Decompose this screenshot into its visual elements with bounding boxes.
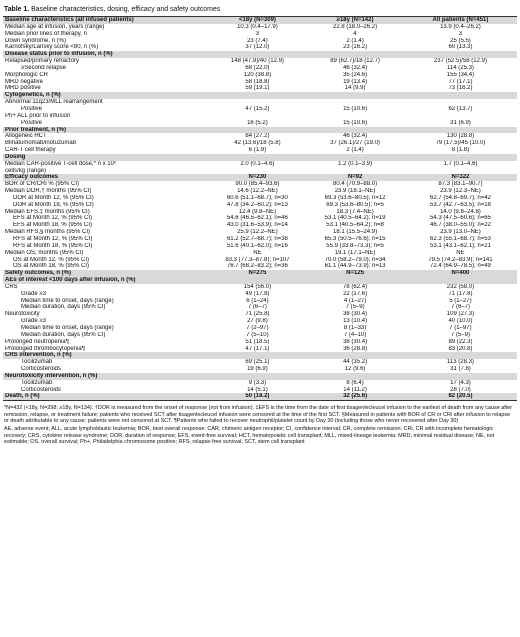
- value-cell: N=322: [404, 174, 517, 181]
- row-label-cell: Morphologic CR: [5, 71, 49, 78]
- table-row: [3, 140, 517, 147]
- row-label-cell: ≥Second relapse: [21, 64, 66, 71]
- table-row: [3, 215, 517, 222]
- row-label-cell: Karnofsky/Lansky score <80, n (%): [5, 44, 99, 51]
- value-cell: [209, 352, 307, 359]
- table-row: [3, 222, 517, 229]
- table-row: [3, 257, 517, 264]
- value-cell: 7 (1–97): [449, 324, 472, 331]
- value-cell: 13.9 (0.4–26.2): [440, 23, 481, 30]
- table-row: [3, 147, 517, 154]
- value-cell: [404, 113, 517, 120]
- value-cell: 155 (34.4): [446, 71, 475, 78]
- value-cell: 79.5 (74.2–83.9); n=141: [428, 256, 493, 263]
- value-cell: 89 (62.7)/18 (12.7): [330, 58, 380, 65]
- value-cell: 12 (9.6): [344, 366, 366, 373]
- value-cell: 113 (28.3): [447, 359, 474, 366]
- value-cell: 27 (9.8): [247, 318, 268, 325]
- table-row: [3, 106, 517, 113]
- row-label-cell: DOR at Month 18, % (95% CI): [13, 201, 94, 208]
- table-row: [3, 120, 517, 127]
- value-cell: [404, 92, 517, 99]
- row-label-cell: Efficacy outcomes: [3, 174, 209, 181]
- value-cell: 7 (5–9): [450, 331, 470, 338]
- value-cell: 83.3 (77.3–87.8); n=107: [225, 256, 290, 263]
- table-row: [3, 209, 517, 216]
- value-cell: 60 (13.3): [448, 44, 473, 51]
- value-cell: 5 (1–27): [449, 297, 472, 304]
- table-row: [3, 44, 517, 51]
- value-cell: 46 (32.4): [343, 64, 368, 71]
- value-cell: 14 (11.2): [343, 386, 367, 393]
- value-cell: [404, 127, 517, 134]
- row-label-cell: RFS at Month 18, % (95% CI): [13, 242, 93, 249]
- value-cell: N=400: [404, 270, 517, 277]
- value-cell: 90.0 (85.4–93.6): [235, 181, 280, 188]
- value-cell: N=92: [306, 174, 404, 181]
- table-row: [3, 195, 517, 202]
- row-label-cell: Positive: [21, 119, 43, 126]
- row-label-cell: Grade ≥3: [21, 290, 46, 297]
- value-cell: 70.0 (58.2–79.0); n=34: [324, 256, 386, 263]
- outcomes-table: [3, 16, 517, 401]
- row-label-cell: Blinatumomab/inotuzumab: [5, 140, 77, 147]
- value-cell: 31 (7.8): [450, 366, 471, 373]
- value-cell: 7 (6–7): [247, 304, 267, 311]
- value-cell: [209, 51, 307, 58]
- table-row: [3, 250, 517, 257]
- value-cell: 15 (10.6): [343, 105, 368, 112]
- value-cell: 79 (17.5)/45 (10.0): [435, 140, 486, 147]
- value-cell: 23 (16.2): [343, 44, 368, 51]
- footnote-definitions: *N=432 (<18y, N=298; ≥18y, N=134). †DOR is measured from the onset of response (not from infusion). ‡EFS is the time from the date of first tisagenlecleucel infusion to the earliest of death from any cause after remission, relapse, or treatment failure; patients who received SCT after tisagenlecleucel infusion were censored at the time of the first SCT. §Measured in patients with BOR of CR or CRi after infusion to relapse or death attributable to any cause; patients were not censored at SCT. ¶Patients who failed to recover neutrophil/platelet count by Day 30 (including those who never recovered after Day 30): [4, 405, 513, 424]
- row-label-cell: CRS: [5, 283, 18, 290]
- table-row: [3, 133, 517, 140]
- row-label-cell: Median duration, days (95% CI): [21, 331, 106, 338]
- value-cell: 14.0 (9.8–24.8): [440, 208, 481, 215]
- value-cell: 22.8 (18.0–26.2): [333, 23, 378, 30]
- value-cell: 2 (1.4): [346, 37, 364, 44]
- row-label-cell: Tocilizumab: [21, 359, 53, 366]
- value-cell: 61.1 (44.9–73.9); n=13: [324, 263, 386, 270]
- row-label-cell: Death, n (%): [3, 393, 209, 400]
- footnote-abbreviations: AE, adverse event; ALL, acute lymphoblastic leukemia; BOR, best overall response; CAR, chimeric antigen receptor; CI, confidence interval; CR, complete remission; CRi, CR with incomplete hematologic recovery; CRS, cytokine release syndrome; DOR, duration of response; EFS, event-free survival; HCT, hematopoietic cell transplant; MLL, mixed-lineage leukemia; MRD, minimal residual disease; NE, not estimable; OS, overall survival; Ph+, Philadelphia chromosome positive; RFS, relapse-free survival; SCT, stem cell transplant: [4, 426, 495, 445]
- table-row: [3, 72, 517, 79]
- section-header-row: [3, 270, 517, 277]
- section-header-row: [3, 154, 517, 161]
- row-label-cell: Dosing: [3, 154, 209, 161]
- value-cell: 18.3 (7.4–NE): [336, 208, 374, 215]
- table-row: [3, 380, 517, 387]
- value-cell: 40 (10.0): [448, 318, 473, 325]
- table-row: [3, 311, 517, 318]
- value-cell: [306, 168, 404, 175]
- value-cell: [404, 99, 517, 106]
- table-row: [3, 236, 517, 243]
- value-cell: 38 (30.4): [343, 338, 368, 345]
- table-row: [3, 359, 517, 366]
- value-cell: 1.7 (0.1–4.6): [443, 160, 478, 167]
- value-cell: [404, 352, 517, 359]
- row-label-cell: OS at Month 12, % (95% CI): [13, 256, 90, 263]
- row-label-cell: CAR-T cell therapy: [5, 147, 56, 154]
- value-cell: 15 (10.6): [343, 119, 368, 126]
- value-cell: 61.2 (52.7–68.7); n=38: [226, 236, 288, 242]
- value-cell: 18.1 (15.5–24.9): [333, 229, 378, 236]
- table-row: [3, 263, 517, 270]
- value-cell: 13 (10.4): [343, 318, 368, 325]
- table-row: [3, 99, 517, 106]
- value-cell: 53.1 (40.5–64.2); n=19: [324, 215, 386, 222]
- value-cell: [306, 373, 404, 380]
- value-cell: [306, 352, 404, 359]
- row-label-cell: Median RFS,§ months (95% CI): [5, 229, 91, 236]
- value-cell: 69.3 (53.6–80.5); n=12: [324, 194, 386, 201]
- value-cell: 12.4 (9.8–NE): [238, 208, 277, 215]
- table-row: [3, 31, 517, 38]
- value-cell: 3: [255, 30, 260, 37]
- value-cell: 76.7 (68.2–83.2); n=36: [226, 263, 288, 270]
- section-header-row: [3, 277, 517, 284]
- row-label-cell: RFS at Month 12, % (95% CI): [13, 236, 93, 242]
- table-row: [3, 325, 517, 332]
- row-label-cell: Ph+ ALL prior to infusion: [5, 112, 71, 119]
- value-cell: 28 (7.0): [450, 386, 471, 393]
- value-cell: 120 (38.8): [243, 71, 272, 78]
- row-label-cell: Baseline characteristics (all infused patients): [3, 17, 209, 24]
- value-cell: 58 (18.8): [245, 78, 270, 85]
- value-cell: 53.1 (43.1–62.1); n=21: [430, 242, 491, 249]
- section-header-row: [3, 92, 517, 99]
- table-row: [3, 161, 517, 168]
- value-cell: [209, 99, 307, 106]
- value-cell: All patients (N=451): [404, 17, 517, 24]
- row-label-cell: Tocilizumab: [21, 379, 53, 386]
- value-cell: [306, 99, 404, 106]
- value-cell: 42 (13.6)/18 (5.8): [234, 140, 281, 147]
- value-cell: 83 (20.8): [448, 345, 473, 352]
- row-label-cell: Prolonged thrombocytopenia¶: [5, 345, 85, 352]
- section-header-row: [3, 17, 517, 24]
- table-row: [3, 339, 517, 346]
- value-cell: [306, 154, 404, 161]
- table-row: [3, 243, 517, 250]
- value-cell: 6 (1.9): [248, 147, 267, 154]
- value-cell: [404, 154, 517, 161]
- row-label-cell: Median OS, months (95% CI): [5, 249, 84, 256]
- row-label-cell: Disease status prior to infusion, n (%): [3, 51, 209, 58]
- table-title-label: Table 1.: [4, 6, 30, 13]
- row-label-cell: Grade ≥3: [21, 318, 46, 325]
- value-cell: 84 (27.2): [245, 133, 270, 140]
- row-label-cell: Neurotoxicity intervention, n (%): [3, 373, 209, 380]
- table-row: [3, 332, 517, 339]
- value-cell: 7 (5–9): [345, 304, 365, 311]
- value-cell: 77 (17.1): [448, 78, 473, 85]
- section-header-row: [3, 127, 517, 134]
- value-cell: 60.6 (51.1–68.7); n=30: [226, 194, 288, 201]
- row-label-cell: EFS at Month 12, % (95% CI): [13, 215, 93, 222]
- table-row: [3, 168, 517, 175]
- value-cell: [306, 127, 404, 134]
- value-cell: 2 (1.4): [346, 147, 364, 154]
- value-cell: [209, 154, 307, 161]
- table-row: [3, 291, 517, 298]
- row-label-cell: OS at Month 18, % (95% CI): [13, 263, 90, 270]
- row-label-cell: Median CAR-positive T-cell dose,* n x 10⁶: [5, 160, 117, 167]
- value-cell: 130 (28.8): [446, 133, 475, 140]
- value-cell: 53.7 (42.7–63.5); n=18: [430, 201, 491, 208]
- value-cell: 8 (1.8): [451, 147, 470, 154]
- value-cell: N=275: [209, 270, 307, 277]
- value-cell: 114 (25.3): [447, 64, 474, 71]
- value-cell: [209, 127, 307, 134]
- value-cell: N=230: [209, 174, 307, 181]
- table-row: [3, 318, 517, 325]
- value-cell: [404, 277, 517, 284]
- value-cell: 55.9 (33.8–73.3); n=5: [326, 242, 384, 249]
- row-label-cell: MRD negative: [5, 78, 44, 85]
- value-cell: 50 (18.2): [209, 393, 307, 400]
- value-cell: 23.9 (12.3–NE): [440, 188, 481, 195]
- value-cell: NE: [253, 249, 262, 256]
- table-row: [3, 79, 517, 86]
- value-cell: [306, 113, 404, 120]
- value-cell: 23.9 (13.0–NE): [440, 229, 481, 236]
- value-cell: 8 (6.4): [346, 379, 364, 386]
- row-label-cell: Median prior lines of therapy, n: [5, 30, 87, 37]
- row-label-cell: Corticosteroids: [21, 386, 62, 393]
- value-cell: 71 (25.8): [245, 311, 270, 318]
- table-row: [3, 24, 517, 31]
- value-cell: 35 (24.6): [343, 71, 368, 78]
- row-label-cell: Cytogenetics, n (%): [3, 92, 209, 99]
- value-cell: 14 (5.1): [247, 386, 268, 393]
- value-cell: 148 (47.9)/40 (12.9): [230, 58, 284, 65]
- table-row: [3, 304, 517, 311]
- value-cell: 23 (7.4): [247, 37, 268, 44]
- row-label-cell: Prior treatment, n (%): [3, 127, 209, 134]
- value-cell: [209, 277, 307, 284]
- value-cell: 38 (30.4): [343, 311, 368, 318]
- row-label-cell: Allogeneic HCT: [5, 133, 47, 140]
- row-label-cell: MRD positive: [5, 85, 41, 92]
- value-cell: [209, 113, 307, 120]
- value-cell: 73 (16.2): [448, 85, 473, 92]
- value-cell: 59 (19.1): [245, 85, 270, 92]
- value-cell: NE: [456, 249, 465, 256]
- value-cell: 62 (13.7): [448, 105, 473, 112]
- row-label-cell: cells/kg (range): [5, 167, 47, 174]
- value-cell: <18y (N=309): [209, 17, 307, 24]
- value-cell: 32 (25.6): [306, 393, 404, 400]
- value-cell: 71 (17.8): [448, 290, 473, 297]
- value-cell: 14 (9.9): [344, 85, 366, 92]
- value-cell: 62.7 (54.8–69.7); n=42: [430, 194, 491, 201]
- value-cell: 154 (56.0): [243, 283, 272, 290]
- value-cell: 232 (58.0): [446, 283, 475, 290]
- value-cell: 19 (13.4): [343, 78, 368, 85]
- row-label-cell: Median age at infusion, years (range): [5, 23, 105, 30]
- table-row: [3, 229, 517, 236]
- value-cell: [209, 168, 307, 175]
- value-cell: [306, 51, 404, 58]
- section-header-row: [3, 352, 517, 359]
- value-cell: 69 (25.1): [245, 359, 270, 366]
- table-row: [3, 188, 517, 195]
- footnotes: [4, 405, 516, 445]
- row-label-cell: Median time to onset, days (range): [21, 324, 114, 331]
- value-cell: 49 (17.8): [245, 290, 270, 297]
- value-cell: 89 (22.3): [448, 338, 473, 345]
- row-label-cell: Down syndrome, n (%): [5, 37, 67, 44]
- value-cell: 47.8 (34.2–60.2); n=13: [226, 201, 288, 208]
- value-cell: 62.3 (55.1–68.7); n=53: [430, 236, 491, 242]
- value-cell: [209, 373, 307, 380]
- value-cell: 87.3 (83.1–90.7): [438, 181, 483, 188]
- value-cell: 37 (26.1)/27 (19.0): [330, 140, 380, 147]
- row-label-cell: AEs of interest <100 days after infusion, n (%): [3, 277, 209, 284]
- value-cell: 53.1 (40.5–64.2); n=8: [326, 222, 384, 229]
- row-label-cell: Neurotoxicity: [5, 311, 40, 318]
- row-label-cell: Corticosteroids: [21, 366, 62, 373]
- value-cell: 51 (18.5): [245, 338, 270, 345]
- value-cell: 2.0 (0.1–4.6): [240, 160, 275, 167]
- row-label-cell: Prolonged neutropenia¶: [5, 338, 69, 345]
- value-cell: 46 (32.4): [343, 133, 368, 140]
- value-cell: 80.4 (70.9–88.0): [333, 181, 378, 188]
- value-cell: N=125: [306, 270, 404, 277]
- table-row: [3, 346, 517, 353]
- row-label-cell: EFS at Month 18, % (95% CI): [13, 222, 93, 229]
- value-cell: ≥18y (N=142): [306, 17, 404, 24]
- value-cell: [404, 51, 517, 58]
- table-row: [3, 58, 517, 65]
- table-title: [4, 6, 517, 14]
- value-cell: 43.0 (31.6–53.9); n=14: [226, 222, 288, 229]
- value-cell: 31 (6.9): [450, 119, 471, 126]
- value-cell: [306, 92, 404, 99]
- table-row: [3, 113, 517, 120]
- value-cell: 19.1 (17.1–NE): [334, 249, 376, 256]
- table-row: [3, 366, 517, 373]
- value-cell: 16 (5.2): [247, 119, 268, 126]
- value-cell: 82 (20.5): [404, 393, 517, 400]
- value-cell: 36 (28.8): [343, 345, 368, 352]
- value-cell: 7 (2–97): [246, 324, 269, 331]
- section-header-row: [3, 393, 517, 400]
- row-label-cell: BOR of CR/CRi % (95% CI): [5, 181, 80, 188]
- outcomes-table-body: [3, 17, 517, 401]
- value-cell: 10.3 (0.4–17.9): [237, 23, 278, 30]
- value-cell: 68 (22.0): [245, 64, 270, 71]
- value-cell: 109 (27.3): [446, 311, 475, 318]
- value-cell: 6 (1–24): [246, 297, 269, 304]
- value-cell: 14.6 (12.2–NE): [237, 188, 278, 195]
- value-cell: 23.9 (18.1–NE): [334, 188, 376, 195]
- value-cell: 47 (15.2): [245, 105, 270, 112]
- value-cell: 7 (5–10): [246, 331, 269, 338]
- value-cell: 19 (6.9): [247, 366, 268, 373]
- value-cell: 25.9 (12.2–NE): [237, 229, 278, 236]
- table-row: [3, 202, 517, 209]
- value-cell: 51.6 (40.1–62.0); n=16: [226, 242, 288, 249]
- value-cell: 54.3 (47.5–60.6); n=65: [430, 215, 491, 222]
- table-row: [3, 181, 517, 188]
- section-header-row: [3, 174, 517, 181]
- value-cell: 78 (62.4): [343, 283, 368, 290]
- table-row: [3, 298, 517, 305]
- value-cell: [404, 373, 517, 380]
- value-cell: 4 (1–27): [343, 297, 367, 304]
- value-cell: 7 (4–10): [343, 331, 367, 338]
- value-cell: 4: [353, 30, 357, 37]
- value-cell: 72.4 (64.9–78.5); n=49: [430, 263, 491, 270]
- row-label-cell: Median EFS,‡ months (95% CI): [5, 208, 90, 215]
- table-row: [3, 387, 517, 394]
- row-label-cell: Safety outcomes, n (%): [3, 270, 209, 277]
- value-cell: 37 (12.0): [245, 44, 270, 51]
- value-cell: 1.2 (0.1–3.9): [338, 160, 373, 167]
- value-cell: 54.6 (46.5–62.1); n=46: [226, 215, 288, 222]
- value-cell: 25 (5.5): [450, 37, 471, 44]
- value-cell: 3: [458, 30, 463, 37]
- value-cell: 44 (35.2): [343, 359, 368, 366]
- row-label-cell: Positive: [21, 105, 43, 112]
- value-cell: 7 (6–7): [450, 304, 470, 311]
- value-cell: 8 (1–33): [343, 324, 367, 331]
- value-cell: 46.7 (38.0–55.0); n=22: [430, 222, 491, 229]
- value-cell: 69.3 (53.6–80.5); n=5: [326, 201, 384, 208]
- table-row: [3, 284, 517, 291]
- value-cell: 65.3 (50.5–76.6); n=15: [324, 236, 386, 242]
- row-label-cell: Median duration, days (95% CI): [21, 304, 106, 311]
- section-header-row: [3, 373, 517, 380]
- row-label-cell: Median time to onset, days (range): [21, 297, 114, 304]
- value-cell: [209, 92, 307, 99]
- value-cell: [306, 277, 404, 284]
- value-cell: 9 (3.3): [248, 379, 267, 386]
- value-cell: 47 (17.1): [245, 345, 270, 352]
- value-cell: 22 (17.6): [343, 290, 368, 297]
- table-title-text: Baseline characteristics, dosing, efficacy and safety outcomes: [31, 6, 221, 13]
- row-label-cell: DOR at Month 12, % (95% CI): [13, 194, 94, 201]
- row-label-cell: CRS intervention, n (%): [3, 352, 209, 359]
- value-cell: 237 (52.5)/58 (12.9): [433, 58, 487, 65]
- row-label-cell: Median DOR,† months (95% CI): [5, 188, 92, 195]
- row-label-cell: Relapsed/primary refractory: [5, 58, 80, 65]
- table-row: [3, 38, 517, 45]
- value-cell: 17 (4.3): [450, 379, 471, 386]
- row-label-cell: Abnormal 11q23/MLL rearrangement: [5, 99, 103, 106]
- table-row: [3, 85, 517, 92]
- table-row: [3, 65, 517, 72]
- section-header-row: [3, 51, 517, 58]
- value-cell: [404, 168, 517, 175]
